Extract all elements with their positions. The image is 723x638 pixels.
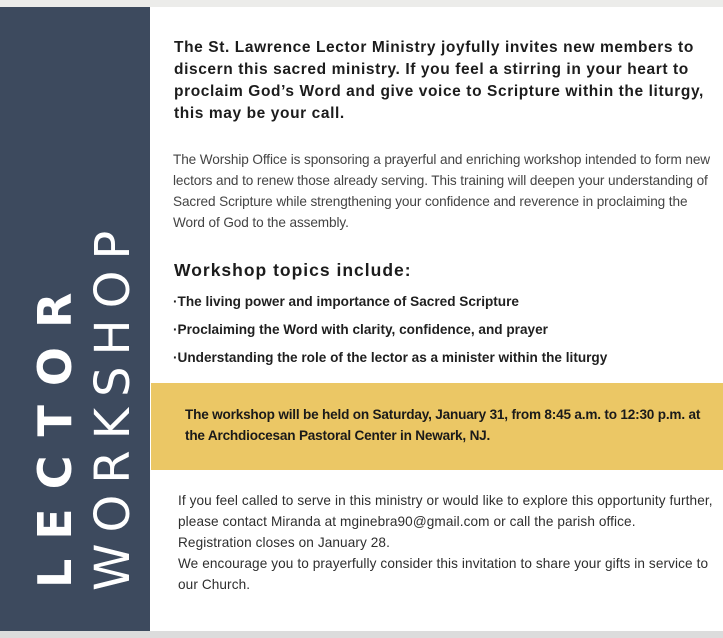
flyer-content xyxy=(151,7,723,631)
description-paragraph: The Worship Office is sponsoring a prayerful and enriching workshop intended to form new lectors and to renew those already serving. This training will deepen your understanding of Sacred Scripture while strengthening your confidence and reverence in proclaiming the Word of God to the assembly. xyxy=(173,152,711,230)
topic-item: · Understanding the role of the lector as a minister within the liturgy xyxy=(173,344,723,372)
event-details-band xyxy=(151,383,723,470)
contact-section xyxy=(178,490,713,595)
top-edge xyxy=(0,0,723,7)
contact-paragraph: If you feel called to serve in this ministry or would like to explore this opportunity further, please contact Miranda at mginebra90@gmail.com or call the parish office. Registration closes on January 28. xyxy=(178,493,713,550)
title-sidebar xyxy=(0,7,150,631)
topic-item: · Proclaiming the Word with clarity, confidence, and prayer xyxy=(173,316,723,344)
closing-paragraph: We encourage you to prayerfully consider this invitation to share your gifts in service to our Church. xyxy=(178,556,709,592)
topic-item: · The living power and importance of Sacred Scripture xyxy=(173,288,723,316)
title-lector: LECTOR xyxy=(28,273,82,588)
title-workshop: WORKSHOP xyxy=(85,219,141,591)
topics-heading: Workshop topics include: xyxy=(174,260,412,280)
topics-list xyxy=(173,288,723,372)
event-details-text: The workshop will be held on Saturday, January 31, from 8:45 a.m. to 12:30 p.m. at the Archdiocesan Pastoral Center in Newark, NJ. xyxy=(185,407,701,443)
intro-paragraph: The St. Lawrence Lector Ministry joyfully invites new members to discern this sacred ministry. If you feel a stirring in your heart to proclaim God’s Word and give voice to Scripture within the liturgy, this may be your call. xyxy=(174,39,704,122)
bottom-edge xyxy=(0,631,723,638)
